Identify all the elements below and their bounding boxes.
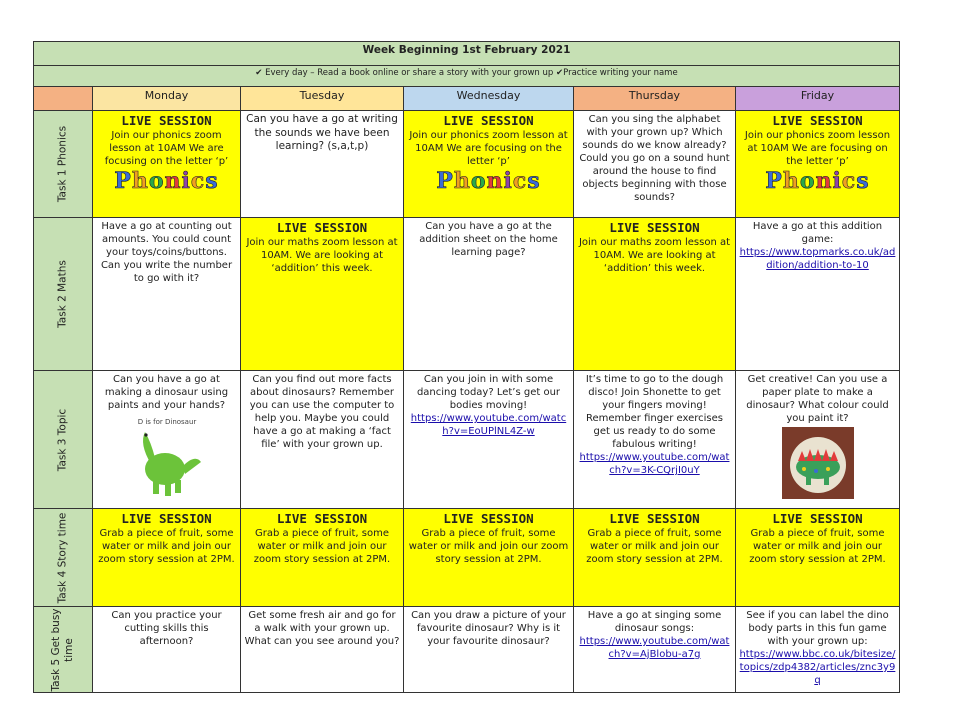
row-label-task2: Task 2 Maths <box>34 218 93 371</box>
day-header-thursday: Thursday <box>574 87 736 111</box>
dinosaur-songs-link[interactable]: https://www.youtube.com/watch?v=AjBlobu-a7g <box>579 636 730 660</box>
task-text: Have a go at this addition game: <box>752 221 883 245</box>
day-header-tuesday: Tuesday <box>241 87 404 111</box>
phonics-logo: Phonics <box>436 168 541 195</box>
dino-game-link[interactable]: https://www.bbc.co.uk/bitesize/topics/zdp4382/articles/znc3y9q <box>739 649 896 686</box>
task1-tuesday <box>241 111 404 218</box>
paper-plate-dinosaur-image <box>782 427 854 499</box>
task-text: Can you have a go at making a dinosaur using paints and your hands? <box>104 374 229 411</box>
task-text: It’s time to go to the dough disco! Join Shonette to get your fingers moving! Remember finger exercises get us ready to do some fabulous writing! <box>585 374 724 450</box>
task2-friday <box>736 218 900 371</box>
task-text: Can you join in with some dancing today? Let’s get our bodies moving! <box>416 374 561 411</box>
task5-wednesday <box>404 607 574 693</box>
task-text: Join our maths zoom lesson at 10AM. We are looking at ‘addition’ this week. <box>246 237 398 275</box>
live-session-label: LIVE SESSION <box>772 113 863 128</box>
live-session-label: LIVE SESSION <box>121 511 212 526</box>
live-session-label: LIVE SESSION <box>772 511 863 526</box>
day-header-wednesday: Wednesday <box>404 87 574 111</box>
task-text: Join our phonics zoom lesson at 10AM We are focusing on the letter ‘p’ <box>744 130 891 168</box>
weekly-planner-table <box>33 41 900 693</box>
task2-thursday <box>574 218 736 371</box>
dinosaur-caption: D is for Dinosaur <box>137 418 196 426</box>
day-header-friday: Friday <box>736 87 900 111</box>
task-text: Grab a piece of fruit, some water or milk and join our zoom story session at 2PM. <box>253 528 391 566</box>
task1-monday <box>93 111 241 218</box>
phonics-logo: Phonics <box>114 168 219 195</box>
task-text: Grab a piece of fruit, some water or milk and join our zoom story session at 2PM. <box>586 528 723 566</box>
task-text: Can you have a go at the addition sheet on the home learning page? <box>419 221 558 258</box>
task5-monday <box>93 607 241 693</box>
task-text: Have a go at counting out amounts. You could count your toys/coins/buttons. Can you write the number to go with it? <box>100 221 233 284</box>
task-text: Grab a piece of fruit, some water or milk and join our zoom story session at 2PM. <box>749 528 886 566</box>
task4-thursday <box>574 509 736 607</box>
phonics-logo: Phonics <box>765 168 870 195</box>
task-text: Have a go at singing some dinosaur songs: <box>587 610 722 634</box>
task-text: Grab a piece of fruit, some water or milk and join our zoom story session at 2PM. <box>98 528 235 566</box>
dance-video-link[interactable]: https://www.youtube.com/watch?v=EoUPlNL4Z-w <box>410 413 567 437</box>
task5-friday <box>736 607 900 693</box>
live-session-label: LIVE SESSION <box>121 113 212 128</box>
everyday-note: ✔ Every day – Read a book online or share a story with your grown up ✔Practice writing your name <box>34 66 900 87</box>
task3-wednesday <box>404 371 574 509</box>
task-text: Can you have a go at writing the sounds we have been learning? (s,a,t,p) <box>246 113 398 153</box>
task4-friday <box>736 509 900 607</box>
day-header-monday: Monday <box>93 87 241 111</box>
task-text: Can you find out more facts about dinosaurs? Remember you can use the computer to help you. Maybe you could have a go at making a ‘fact file’ with your grown up. <box>249 374 395 450</box>
addition-game-link[interactable]: https://www.topmarks.co.uk/addition/addition-to-10 <box>739 247 896 271</box>
live-session-label: LIVE SESSION <box>443 113 534 128</box>
task2-wednesday <box>404 218 574 371</box>
row-label-task5: Task 5 Get busy time <box>34 607 93 693</box>
row-label-task3: Task 3 Topic <box>34 371 93 509</box>
task-text: Join our maths zoom lesson at 10AM. We are looking at ‘addition’ this week. <box>578 237 731 275</box>
task-text: Join our phonics zoom lesson at 10AM We are focusing on the letter ‘p’ <box>409 130 568 168</box>
task1-wednesday <box>404 111 574 218</box>
handprint-dinosaur-image <box>125 414 209 506</box>
dough-disco-link[interactable]: https://www.youtube.com/watch?v=3K-CQrjI0uY <box>579 452 730 476</box>
task-text: Get some fresh air and go for a walk with your grown up. What can you see around you? <box>244 610 400 647</box>
task3-tuesday <box>241 371 404 509</box>
live-session-label: LIVE SESSION <box>609 511 700 526</box>
task3-friday <box>736 371 900 509</box>
task-text: Can you sing the alphabet with your grown up? Which sounds do we know already? Could you go on a sound hunt around the house to find objects beginning with those sounds? <box>579 114 730 203</box>
task-text: See if you can label the dino body parts in this fun game with your grown up: <box>746 610 889 647</box>
row-label-task1: Task 1 Phonics <box>34 111 93 218</box>
task-text: Grab a piece of fruit, some water or milk and join our zoom story session at 2PM. <box>408 528 569 566</box>
task2-tuesday <box>241 218 404 371</box>
task5-thursday <box>574 607 736 693</box>
row-label-task4: Task 4 Story time <box>34 509 93 607</box>
task3-monday <box>93 371 241 509</box>
task2-monday <box>93 218 241 371</box>
week-title: Week Beginning 1st February 2021 <box>34 42 900 66</box>
live-session-label: LIVE SESSION <box>276 220 368 235</box>
task-text: Join our phonics zoom lesson at 10AM We are focusing on the letter ‘p’ <box>104 130 229 168</box>
task3-thursday <box>574 371 736 509</box>
task-text: Can you draw a picture of your favourite dinosaur? Why is it your favourite dinosaur? <box>411 610 566 647</box>
task4-monday <box>93 509 241 607</box>
task4-tuesday <box>241 509 404 607</box>
live-session-label: LIVE SESSION <box>609 220 700 235</box>
task1-friday <box>736 111 900 218</box>
task4-wednesday <box>404 509 574 607</box>
task5-tuesday <box>241 607 404 693</box>
live-session-label: LIVE SESSION <box>443 511 534 526</box>
task-text: Get creative! Can you use a paper plate to make a dinosaur? What colour could you paint it? <box>746 374 889 424</box>
corner-cell <box>34 87 93 111</box>
task1-thursday <box>574 111 736 218</box>
live-session-label: LIVE SESSION <box>276 511 368 526</box>
task-text: Can you practice your cutting skills this afternoon? <box>111 610 222 647</box>
